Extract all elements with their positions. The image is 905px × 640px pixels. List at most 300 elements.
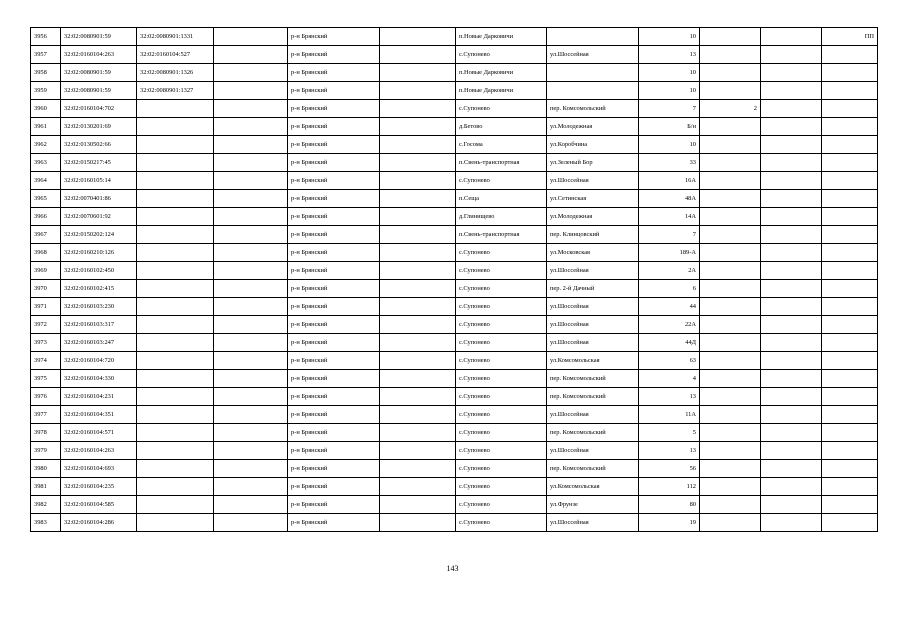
house-number-cell: 13 — [639, 46, 700, 64]
note-cell — [822, 100, 878, 118]
related-cadastral-number-cell — [137, 262, 214, 280]
street-cell: ул.Молодежная — [547, 118, 639, 136]
street-cell: ул.Шоссейная — [547, 406, 639, 424]
blank-cell — [214, 352, 288, 370]
district-cell: р-н Брянский — [288, 442, 380, 460]
note-cell — [822, 316, 878, 334]
blank-cell — [761, 406, 822, 424]
settlement-cell: п.Новые Дарковичи — [456, 64, 547, 82]
table-row — [31, 136, 878, 154]
blank-cell — [761, 478, 822, 496]
note-cell — [822, 172, 878, 190]
table-row — [31, 352, 878, 370]
cadastral-number-cell: 32:02:0160103:317 — [61, 316, 137, 334]
note-cell — [822, 244, 878, 262]
settlement-cell: с.Супонево — [456, 478, 547, 496]
house-number-cell: 10 — [639, 82, 700, 100]
blank-cell — [214, 388, 288, 406]
settlement-cell: с.Супонево — [456, 442, 547, 460]
apartment-cell — [700, 136, 761, 154]
street-cell — [547, 82, 639, 100]
row-number-cell: 3979 — [31, 442, 61, 460]
cadastral-number-cell: 32:02:0160104:571 — [61, 424, 137, 442]
blank-cell — [214, 424, 288, 442]
blank-cell — [761, 136, 822, 154]
row-number-cell: 3973 — [31, 334, 61, 352]
table-row — [31, 244, 878, 262]
street-cell: ул.Зеленый Бор — [547, 154, 639, 172]
note-cell — [822, 514, 878, 532]
note-cell: ПП — [822, 28, 878, 46]
related-cadastral-number-cell: 32:02:0080901:1326 — [137, 64, 214, 82]
blank-cell — [380, 280, 456, 298]
table-row — [31, 316, 878, 334]
cadastral-number-cell: 32:02:0130502:66 — [61, 136, 137, 154]
related-cadastral-number-cell — [137, 388, 214, 406]
note-cell — [822, 370, 878, 388]
street-cell: пер. 2-й Дачный — [547, 280, 639, 298]
table-row — [31, 298, 878, 316]
related-cadastral-number-cell — [137, 190, 214, 208]
apartment-cell — [700, 208, 761, 226]
district-cell: р-н Брянский — [288, 370, 380, 388]
blank-cell — [214, 316, 288, 334]
related-cadastral-number-cell — [137, 280, 214, 298]
apartment-cell — [700, 172, 761, 190]
settlement-cell: с.Супонево — [456, 334, 547, 352]
street-cell: пер. Комсомольский — [547, 370, 639, 388]
table-row — [31, 100, 878, 118]
row-number-cell: 3966 — [31, 208, 61, 226]
cadastral-number-cell: 32:02:0160104:693 — [61, 460, 137, 478]
related-cadastral-number-cell — [137, 208, 214, 226]
apartment-cell — [700, 496, 761, 514]
settlement-cell: с.Супонево — [456, 172, 547, 190]
settlement-cell: с.Супонево — [456, 262, 547, 280]
street-cell: пер. Комсомольский — [547, 100, 639, 118]
district-cell: р-н Брянский — [288, 172, 380, 190]
blank-cell — [761, 298, 822, 316]
cadastral-number-cell: 32:02:0130201:69 — [61, 118, 137, 136]
table-row — [31, 478, 878, 496]
blank-cell — [214, 280, 288, 298]
apartment-cell — [700, 226, 761, 244]
house-number-cell: 63 — [639, 352, 700, 370]
table-row — [31, 190, 878, 208]
blank-cell — [761, 460, 822, 478]
related-cadastral-number-cell — [137, 406, 214, 424]
blank-cell — [761, 190, 822, 208]
house-number-cell: 44 — [639, 298, 700, 316]
street-cell: ул.Шоссейная — [547, 46, 639, 64]
settlement-cell: с.Супонево — [456, 46, 547, 64]
blank-cell — [761, 28, 822, 46]
row-number-cell: 3969 — [31, 262, 61, 280]
house-number-cell: 13 — [639, 388, 700, 406]
related-cadastral-number-cell — [137, 172, 214, 190]
settlement-cell: п.Новые Дарковичи — [456, 28, 547, 46]
cadastral-number-cell: 32:02:0160105:14 — [61, 172, 137, 190]
row-number-cell: 3960 — [31, 100, 61, 118]
table-row — [31, 514, 878, 532]
cadastral-number-cell: 32:02:0160104:330 — [61, 370, 137, 388]
blank-cell — [214, 46, 288, 64]
cadastral-number-cell: 32:02:0160103:230 — [61, 298, 137, 316]
row-number-cell: 3976 — [31, 388, 61, 406]
blank-cell — [214, 154, 288, 172]
table-row — [31, 442, 878, 460]
note-cell — [822, 424, 878, 442]
table-row — [31, 118, 878, 136]
blank-cell — [761, 442, 822, 460]
blank-cell — [761, 64, 822, 82]
table-row — [31, 388, 878, 406]
blank-cell — [761, 46, 822, 64]
note-cell — [822, 352, 878, 370]
blank-cell — [380, 388, 456, 406]
related-cadastral-number-cell — [137, 298, 214, 316]
blank-cell — [761, 280, 822, 298]
street-cell — [547, 64, 639, 82]
house-number-cell: 14А — [639, 208, 700, 226]
blank-cell — [214, 28, 288, 46]
blank-cell — [214, 64, 288, 82]
apartment-cell — [700, 280, 761, 298]
note-cell — [822, 262, 878, 280]
table-body — [31, 28, 878, 532]
blank-cell — [214, 478, 288, 496]
street-cell: ул.Комсомольская — [547, 352, 639, 370]
related-cadastral-number-cell — [137, 316, 214, 334]
row-number-cell: 3957 — [31, 46, 61, 64]
settlement-cell: с.Супонево — [456, 100, 547, 118]
row-number-cell: 3981 — [31, 478, 61, 496]
settlement-cell: с.Супонево — [456, 352, 547, 370]
district-cell: р-н Брянский — [288, 316, 380, 334]
settlement-cell: с.Супонево — [456, 460, 547, 478]
cadastral-number-cell: 32:02:0160103:247 — [61, 334, 137, 352]
blank-cell — [761, 370, 822, 388]
cadastral-number-cell: 32:02:0080901:59 — [61, 28, 137, 46]
apartment-cell — [700, 244, 761, 262]
related-cadastral-number-cell — [137, 352, 214, 370]
apartment-cell — [700, 28, 761, 46]
related-cadastral-number-cell: 32:02:0160104:527 — [137, 46, 214, 64]
row-number-cell: 3967 — [31, 226, 61, 244]
blank-cell — [214, 244, 288, 262]
street-cell: ул.Шоссейная — [547, 514, 639, 532]
blank-cell — [214, 406, 288, 424]
street-cell: ул.Шоссейная — [547, 172, 639, 190]
cadastral-number-cell: 32:02:0160104:263 — [61, 442, 137, 460]
district-cell: р-н Брянский — [288, 262, 380, 280]
note-cell — [822, 460, 878, 478]
note-cell — [822, 298, 878, 316]
cadastral-number-cell: 32:02:0160104:286 — [61, 514, 137, 532]
note-cell — [822, 82, 878, 100]
settlement-cell: с.Супонево — [456, 298, 547, 316]
blank-cell — [214, 100, 288, 118]
note-cell — [822, 496, 878, 514]
apartment-cell — [700, 406, 761, 424]
row-number-cell: 3970 — [31, 280, 61, 298]
blank-cell — [214, 370, 288, 388]
settlement-cell: с.Супонево — [456, 496, 547, 514]
blank-cell — [380, 244, 456, 262]
row-number-cell: 3972 — [31, 316, 61, 334]
blank-cell — [214, 172, 288, 190]
house-number-cell: 112 — [639, 478, 700, 496]
house-number-cell: 11А — [639, 406, 700, 424]
house-number-cell: 10 — [639, 64, 700, 82]
note-cell — [822, 334, 878, 352]
apartment-cell — [700, 352, 761, 370]
blank-cell — [214, 496, 288, 514]
settlement-cell: с.Супонево — [456, 406, 547, 424]
blank-cell — [380, 100, 456, 118]
blank-cell — [380, 352, 456, 370]
street-cell: ул.Молодежная — [547, 208, 639, 226]
apartment-cell: 2 — [700, 100, 761, 118]
apartment-cell — [700, 478, 761, 496]
district-cell: р-н Брянский — [288, 118, 380, 136]
settlement-cell: п.Свень-транспортная — [456, 154, 547, 172]
cadastral-number-cell: 32:02:0160102:450 — [61, 262, 137, 280]
table-row — [31, 496, 878, 514]
blank-cell — [761, 262, 822, 280]
house-number-cell: 22А — [639, 316, 700, 334]
district-cell: р-н Брянский — [288, 298, 380, 316]
settlement-cell: д.Бетово — [456, 118, 547, 136]
blank-cell — [761, 388, 822, 406]
blank-cell — [380, 82, 456, 100]
row-number-cell: 3982 — [31, 496, 61, 514]
street-cell: пер. Комсомольский — [547, 388, 639, 406]
blank-cell — [761, 208, 822, 226]
settlement-cell: с.Супонево — [456, 244, 547, 262]
district-cell: р-н Брянский — [288, 514, 380, 532]
blank-cell — [761, 118, 822, 136]
note-cell — [822, 118, 878, 136]
apartment-cell — [700, 298, 761, 316]
house-number-cell: 19 — [639, 514, 700, 532]
table-row — [31, 406, 878, 424]
related-cadastral-number-cell: 32:02:0080901:1331 — [137, 28, 214, 46]
house-number-cell: 48А — [639, 190, 700, 208]
house-number-cell: 10 — [639, 136, 700, 154]
blank-cell — [380, 514, 456, 532]
blank-cell — [380, 424, 456, 442]
settlement-cell: с.Супонево — [456, 280, 547, 298]
blank-cell — [380, 226, 456, 244]
table-row — [31, 46, 878, 64]
house-number-cell: 56 — [639, 460, 700, 478]
settlement-cell: п.Свень-транспортная — [456, 226, 547, 244]
street-cell: ул.Шоссейная — [547, 316, 639, 334]
related-cadastral-number-cell — [137, 442, 214, 460]
settlement-cell: с.Супонево — [456, 370, 547, 388]
row-number-cell: 3977 — [31, 406, 61, 424]
blank-cell — [380, 406, 456, 424]
related-cadastral-number-cell — [137, 460, 214, 478]
blank-cell — [380, 28, 456, 46]
blank-cell — [214, 190, 288, 208]
blank-cell — [380, 190, 456, 208]
related-cadastral-number-cell — [137, 136, 214, 154]
blank-cell — [214, 460, 288, 478]
note-cell — [822, 226, 878, 244]
apartment-cell — [700, 46, 761, 64]
row-number-cell: 3959 — [31, 82, 61, 100]
blank-cell — [761, 154, 822, 172]
table-row — [31, 370, 878, 388]
blank-cell — [761, 496, 822, 514]
district-cell: р-н Брянский — [288, 388, 380, 406]
table-row — [31, 460, 878, 478]
blank-cell — [380, 478, 456, 496]
house-number-cell: 16А — [639, 172, 700, 190]
district-cell: р-н Брянский — [288, 100, 380, 118]
settlement-cell: п.Сеща — [456, 190, 547, 208]
street-cell: ул.Шоссейная — [547, 298, 639, 316]
blank-cell — [380, 460, 456, 478]
settlement-cell: д.Глинищево — [456, 208, 547, 226]
house-number-cell: 4 — [639, 370, 700, 388]
blank-cell — [380, 334, 456, 352]
street-cell: ул.Коробчина — [547, 136, 639, 154]
apartment-cell — [700, 154, 761, 172]
apartment-cell — [700, 388, 761, 406]
cadastral-number-cell: 32:02:0070601:92 — [61, 208, 137, 226]
cadastral-number-cell: 32:02:0160104:231 — [61, 388, 137, 406]
settlement-cell: с.Супонево — [456, 514, 547, 532]
district-cell: р-н Брянский — [288, 478, 380, 496]
district-cell: р-н Брянский — [288, 82, 380, 100]
cadastral-number-cell: 32:02:0150217:45 — [61, 154, 137, 172]
apartment-cell — [700, 442, 761, 460]
related-cadastral-number-cell — [137, 154, 214, 172]
house-number-cell: 33 — [639, 154, 700, 172]
note-cell — [822, 46, 878, 64]
cadastral-number-cell: 32:02:0150202:124 — [61, 226, 137, 244]
street-cell: пер. Комсомольский — [547, 424, 639, 442]
table-row — [31, 64, 878, 82]
note-cell — [822, 208, 878, 226]
street-cell: ул.Шоссейная — [547, 442, 639, 460]
house-number-cell: 2А — [639, 262, 700, 280]
district-cell: р-н Брянский — [288, 406, 380, 424]
page-number: 143 — [446, 564, 459, 573]
related-cadastral-number-cell — [137, 334, 214, 352]
blank-cell — [380, 118, 456, 136]
blank-cell — [214, 514, 288, 532]
district-cell: р-н Брянский — [288, 46, 380, 64]
apartment-cell — [700, 334, 761, 352]
row-number-cell: 3962 — [31, 136, 61, 154]
related-cadastral-number-cell — [137, 496, 214, 514]
blank-cell — [214, 118, 288, 136]
cadastral-number-cell: 32:02:0070401:86 — [61, 190, 137, 208]
blank-cell — [214, 226, 288, 244]
district-cell: р-н Брянский — [288, 280, 380, 298]
apartment-cell — [700, 118, 761, 136]
related-cadastral-number-cell — [137, 514, 214, 532]
row-number-cell: 3964 — [31, 172, 61, 190]
district-cell: р-н Брянский — [288, 352, 380, 370]
street-cell: ул.Фрунзе — [547, 496, 639, 514]
blank-cell — [214, 298, 288, 316]
blank-cell — [761, 352, 822, 370]
blank-cell — [380, 298, 456, 316]
blank-cell — [380, 46, 456, 64]
table-row — [31, 280, 878, 298]
blank-cell — [380, 316, 456, 334]
settlement-cell: с.Супонево — [456, 388, 547, 406]
row-number-cell: 3963 — [31, 154, 61, 172]
apartment-cell — [700, 424, 761, 442]
table-row — [31, 82, 878, 100]
blank-cell — [214, 442, 288, 460]
blank-cell — [214, 136, 288, 154]
street-cell: пер. Клинцовский — [547, 226, 639, 244]
blank-cell — [761, 514, 822, 532]
table-row — [31, 262, 878, 280]
district-cell: р-н Брянский — [288, 334, 380, 352]
street-cell: ул.Комсомольская — [547, 478, 639, 496]
cadastral-number-cell: 32:02:0160104:351 — [61, 406, 137, 424]
settlement-cell: с.Супонево — [456, 424, 547, 442]
cadastral-number-cell: 32:02:0080901:59 — [61, 64, 137, 82]
table-row — [31, 424, 878, 442]
cadastral-number-cell: 32:02:0160104:585 — [61, 496, 137, 514]
cadastral-number-cell: 32:02:0080901:59 — [61, 82, 137, 100]
cadastral-number-cell: 32:02:0160104:720 — [61, 352, 137, 370]
district-cell: р-н Брянский — [288, 244, 380, 262]
street-cell: ул.Шоссейная — [547, 334, 639, 352]
street-cell: ул.Шоссейная — [547, 262, 639, 280]
related-cadastral-number-cell — [137, 226, 214, 244]
district-cell: р-н Брянский — [288, 208, 380, 226]
related-cadastral-number-cell: 32:02:0080901:1327 — [137, 82, 214, 100]
row-number-cell: 3978 — [31, 424, 61, 442]
house-number-cell: 80 — [639, 496, 700, 514]
blank-cell — [380, 208, 456, 226]
note-cell — [822, 64, 878, 82]
row-number-cell: 3956 — [31, 28, 61, 46]
settlement-cell: с.Супонево — [456, 316, 547, 334]
cadastral-number-cell: 32:02:0160104:702 — [61, 100, 137, 118]
house-number-cell: 44Д — [639, 334, 700, 352]
street-cell: ул.Московская — [547, 244, 639, 262]
blank-cell — [380, 172, 456, 190]
row-number-cell: 3968 — [31, 244, 61, 262]
note-cell — [822, 154, 878, 172]
apartment-cell — [700, 262, 761, 280]
district-cell: р-н Брянский — [288, 424, 380, 442]
blank-cell — [761, 226, 822, 244]
note-cell — [822, 136, 878, 154]
blank-cell — [214, 82, 288, 100]
row-number-cell: 3975 — [31, 370, 61, 388]
apartment-cell — [700, 82, 761, 100]
district-cell: р-н Брянский — [288, 64, 380, 82]
blank-cell — [761, 334, 822, 352]
blank-cell — [761, 316, 822, 334]
cadastral-number-cell: 32:02:0160104:263 — [61, 46, 137, 64]
house-number-cell: 5 — [639, 424, 700, 442]
blank-cell — [761, 424, 822, 442]
blank-cell — [380, 370, 456, 388]
